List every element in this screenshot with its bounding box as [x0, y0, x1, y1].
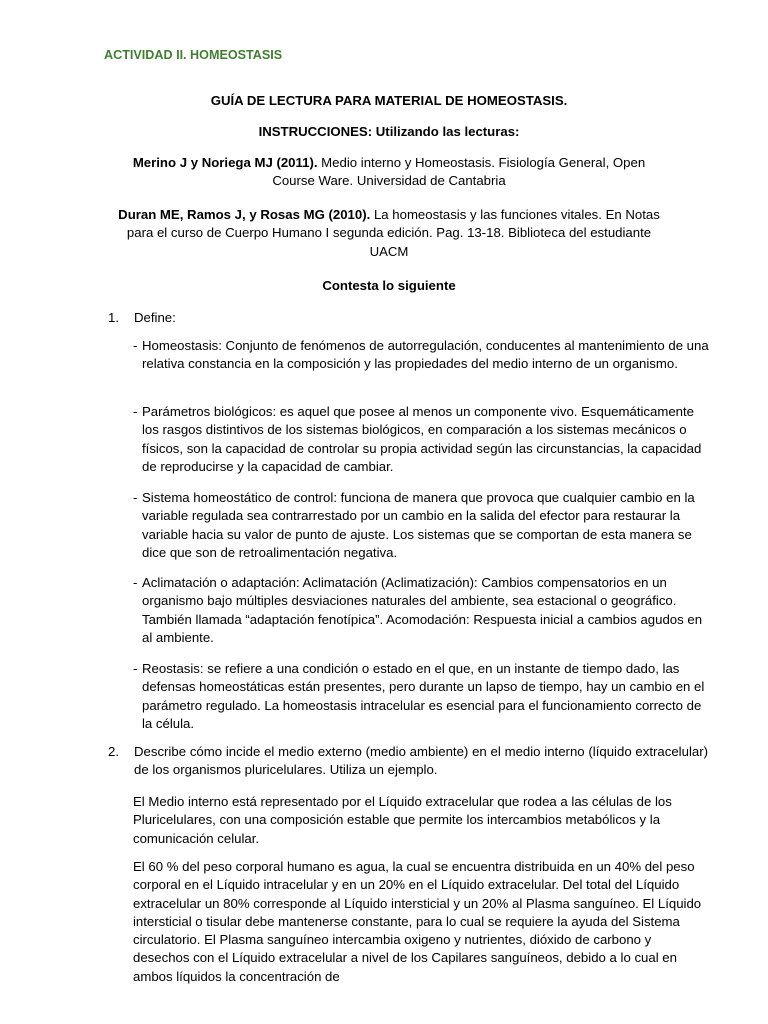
list-dash: -	[133, 404, 138, 419]
instructions: INSTRUCCIONES: Utilizando las lecturas:	[258, 124, 520, 139]
list-dash: -	[133, 661, 138, 676]
definition-text: Reostasis: se refiere a una condición o estado en el que, en un instante de tiempo dado, las defensas homeostáticas están presentes, pero durante un lapso de tiempo, hay un cambio en el parámetro regulado. La homeostasis intracelular es esencial para el funcionamiento correcto de la célula.	[142, 661, 705, 731]
definition-parametros	[133, 403, 711, 476]
answer-paragraph: El Medio interno está representado por el Líquido extracelular que rodea a las células de los Pluricelulares, con una composición estable que permite los intercambios metabólicos y la comunicación celular.	[133, 794, 672, 846]
answer-paragraph: El 60 % del peso corporal humano es agua, la cual se encuentra distribuida en un 40% del peso corporal en el Líquido intracelular y en un 20% en el Líquido extracelular. Del total del Líquido extracelular un 80% corresponde al Líquido intersticial y un 20% al Plasma sanguíneo. El Líquido intersticial o tisular debe mantenerse constante, para lo cual se requiere la ayuda del Sistema circulatorio. El Plasma sanguíneo intercambia oxigeno y nutrientes, dióxido de carbono y desechos con el Líquido extracelular a nivel de los Capilares sanguíneos, debido a lo cual en ambos líquidos la concentración de	[133, 859, 702, 984]
reference-text: La homeostasis y las funciones vitales. En Notas para el curso de Cuerpo Humano I segunda edición. Pag. 13-18. Biblioteca del estudiante UACM	[126, 207, 660, 259]
activity-heading: ACTIVIDAD II. HOMEOSTASIS	[104, 48, 283, 62]
list-dash: -	[133, 575, 138, 590]
question-number: 1.	[108, 310, 119, 325]
list-dash: -	[133, 338, 138, 353]
definition-reostasis	[133, 660, 711, 733]
reference-2	[110, 206, 668, 261]
reference-text: Medio interno y Homeostasis. Fisiología General, Open Course Ware. Universidad de Cantabria	[272, 155, 646, 189]
definition-text: Homeostasis: Conjunto de fenómenos de autorregulación, conducentes al mantenimiento de una relativa constancia en la composición y las propiedades del medio interno de un organismo.	[142, 338, 709, 372]
definition-text: Parámetros biológicos: es aquel que posee al menos un componente vivo. Esquemáticamente los rasgos distintivos de los sistemas biológicos, en comparación a los sistemas mecánicos o físicos, son la capacidad de controlar su propia actividad según las circunstancias, la capacidad de reproducirse y la capacidad de cambiar.	[142, 404, 702, 474]
contesta-heading: Contesta lo siguiente	[322, 278, 456, 293]
list-dash: -	[133, 490, 138, 505]
question-text: Describe cómo incide el medio externo (medio ambiente) en el medio interno (líquido extracelular) de los organismos pluricelulares. Utiliza un ejemplo.	[134, 744, 708, 778]
question-number: 2.	[108, 744, 119, 759]
question-2	[108, 743, 708, 780]
definition-text: Sistema homeostático de control: funciona de manera que provoca que cualquier cambio en la variable regulada sea contrarrestado por un cambio en la salida del efector para restaurar la variable hacia su valor de punto de ajuste. Los sistemas que se comportan de esta manera se dice que son de retroalimentación negativa.	[142, 490, 695, 560]
definition-sistema	[133, 489, 711, 562]
reference-1	[110, 154, 668, 191]
reference-authors: Duran ME, Ramos J, y Rosas MG (2010).	[118, 207, 371, 222]
definition-homeostasis	[133, 337, 711, 374]
definition-aclimatacion	[133, 574, 711, 647]
definition-text: Aclimatación o adaptación: Aclimatación (Aclimatización): Cambios compensatorios en un organismo bajo múltiples desviaciones naturales del ambiente, sea estacional o geográfico. También llamada “adaptación fenotípica”. Acomodación: Respuesta inicial a cambios agudos en al ambiente.	[142, 575, 703, 645]
reference-authors: Merino J y Noriega MJ (2011).	[132, 155, 318, 170]
question-1	[108, 309, 708, 327]
guide-title: GUÍA DE LECTURA PARA MATERIAL DE HOMEOSTASIS.	[210, 93, 568, 108]
question-text: Define:	[134, 310, 176, 325]
